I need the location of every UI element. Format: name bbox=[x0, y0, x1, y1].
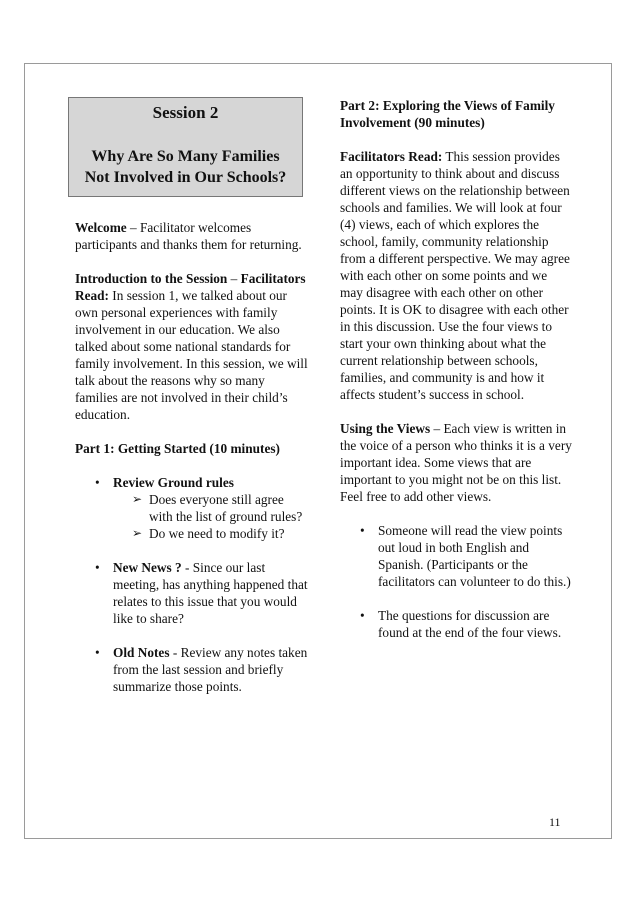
list-item-read-aloud: • Someone will read the view points out loud in both English and Spanish. (Participants or the facilitators can volunteer to do this.) bbox=[340, 522, 572, 590]
list-item-old-notes bbox=[75, 644, 308, 695]
new-news-label: New News ? bbox=[113, 560, 182, 575]
ground-rules-sublist bbox=[113, 491, 308, 542]
intro-paragraph bbox=[75, 270, 308, 423]
session-title-box bbox=[68, 97, 303, 197]
welcome-label: Welcome bbox=[75, 220, 127, 235]
list-item-new-news bbox=[75, 559, 308, 627]
using-views-paragraph bbox=[340, 420, 572, 505]
page-number: 11 bbox=[549, 815, 561, 829]
using-views-text: – Each view is written in the voice of a person who thinks it is a very important idea. Some views that are important to you might not be on this list. Feel free to add other views. bbox=[340, 421, 572, 504]
welcome-paragraph bbox=[75, 219, 308, 253]
old-notes-text: - Review any notes taken from the last session and briefly summarize those points. bbox=[113, 645, 308, 694]
new-news-text: - Since our last meeting, has anything happened that relates to this issue that you would like to share? bbox=[113, 560, 308, 626]
intro-read-label: Facilitators Read: bbox=[75, 271, 306, 303]
intro-label: Introduction to the Session bbox=[75, 271, 228, 286]
part2-bullet-list bbox=[340, 522, 572, 641]
using-views-label: Using the Views bbox=[340, 421, 431, 436]
welcome-text: – Facilitator welcomes participants and thanks them for returning. bbox=[75, 220, 302, 252]
session-subtitle bbox=[73, 146, 298, 188]
sub-item-modify: ➢ Do we need to modify it? bbox=[113, 525, 308, 542]
session-subtitle-line1: Why Are So Many Families bbox=[91, 148, 280, 165]
facilitators-read-text: This session provides an opportunity to think about and discuss different views on the relationship between schools and families. We will look at four (4) views, each of which explores the school, family, community relationship from a different perspective. We may agree with each other on some points and we may disagree with each other on other points. It is OK to disagree with each other in this discussion. Use the four views to start your own thinking about what the current relationship between schools, families, and community is and how it affects student’s success in school. bbox=[340, 149, 570, 402]
left-column bbox=[75, 97, 308, 712]
part1-heading: Part 1: Getting Started (10 minutes) bbox=[75, 441, 280, 456]
list-item-ground-rules bbox=[75, 474, 308, 542]
part2-heading: Part 2: Exploring the Views of Family Involvement (90 minutes) bbox=[340, 98, 555, 130]
old-notes-label: Old Notes bbox=[113, 645, 170, 660]
part1-bullet-list bbox=[75, 474, 308, 695]
ground-rules-label: Review Ground rules bbox=[113, 475, 234, 490]
sub-item-agree: ➢ Does everyone still agree with the list of ground rules? bbox=[113, 491, 308, 525]
facilitators-read-paragraph bbox=[340, 148, 572, 403]
right-column bbox=[340, 97, 572, 658]
intro-dash: – bbox=[227, 271, 241, 286]
list-item-questions: • The questions for discussion are found at the end of the four views. bbox=[340, 607, 572, 641]
session-subtitle-line2: Not Involved in Our Schools? bbox=[84, 169, 287, 186]
session-title: Session 2 bbox=[152, 103, 219, 122]
intro-text: In session 1, we talked about our own personal experiences with family involvement in our education. We also talked about some national standards for family involvement. In this session, we will talk about the reasons why so many families are not involved in their child’s education. bbox=[75, 288, 308, 422]
facilitators-read-label: Facilitators Read: bbox=[340, 149, 443, 164]
